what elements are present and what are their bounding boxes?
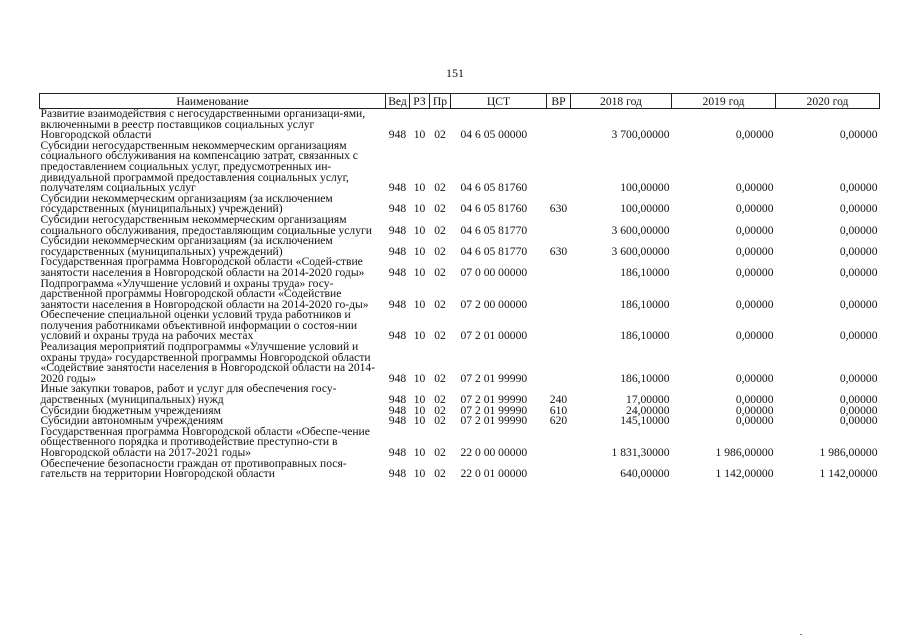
- cell-2019: 0,00000: [735, 297, 774, 311]
- cell-pr: 02: [434, 297, 446, 311]
- page-number: 151: [446, 66, 464, 80]
- cell-rz: 10: [413, 393, 426, 407]
- cell-vr: 630: [549, 202, 568, 216]
- cell-ved: 948: [388, 223, 407, 237]
- scan-mark: [800, 634, 802, 635]
- col-header-2020: 2020 год: [776, 94, 880, 109]
- cell-2018: 186,10000: [620, 265, 670, 279]
- cell-ved: 948: [388, 244, 407, 258]
- cell-cst: 22 0 00 00000: [460, 446, 528, 459]
- cell-vr: 610: [549, 403, 568, 417]
- cell-name: Субсидии бюджетным учреждениям: [40, 403, 221, 417]
- cell-name: Государственная программа Новгородской области «Обеспе-чение общественного порядка и противодействие преступно-сти в Новгородской области на 2017-2021 годы»: [40, 424, 370, 459]
- cell-2018: 640,00000: [620, 467, 670, 481]
- cell-name: Развитие взаимодействия с негосударственными организаци-ями, включенными в реестр поставщиков социальных услуг Новгородской области: [40, 107, 366, 142]
- table-row: [40, 459, 880, 480]
- cell-2019: 0,00000: [735, 371, 774, 385]
- cell-pr: 02: [434, 414, 446, 428]
- cell-name: Обеспечение специальной оценки условий труда работников и получения работниками объективной информации о состоя-нии условий и охраны труда на рабочих местах: [40, 308, 358, 343]
- cell-ved: 948: [388, 128, 407, 142]
- cell-ved: 948: [388, 467, 407, 481]
- cell-2020: 0,00000: [839, 128, 878, 142]
- cell-ved: 948: [388, 414, 407, 428]
- table-row: [40, 310, 880, 342]
- cell-name: Субсидии автономным учреждениям: [40, 414, 224, 428]
- table-row: [40, 342, 880, 384]
- cell-2020: 0,00000: [839, 329, 878, 343]
- cell-rz: 10: [413, 223, 426, 237]
- cell-vr: [547, 310, 571, 342]
- cell-cst: 07 2 01 99990: [460, 403, 528, 417]
- cell-pr: 02: [434, 467, 446, 481]
- cell-rz: 10: [413, 329, 426, 343]
- table-row: [40, 384, 880, 405]
- cell-2018: 3 700,00000: [611, 128, 670, 142]
- cell-rz: 10: [413, 371, 426, 385]
- cell-vr: [547, 215, 571, 236]
- cell-2020: 0,00000: [839, 265, 878, 279]
- cell-rz: 10: [413, 265, 426, 279]
- cell-ved: 948: [388, 446, 407, 459]
- cell-pr: 02: [434, 403, 446, 417]
- cell-pr: 02: [434, 446, 446, 459]
- cell-cst: 07 2 01 99990: [460, 393, 528, 407]
- cell-vr: [547, 141, 571, 194]
- cell-2020: 0,00000: [839, 393, 878, 407]
- cell-pr: 02: [434, 393, 446, 407]
- cell-2020: 0,00000: [839, 371, 878, 385]
- cell-cst: 04 6 05 81760: [460, 202, 528, 216]
- cell-rz: 10: [413, 467, 426, 481]
- cell-ved: 948: [388, 393, 407, 407]
- cell-ved: 948: [388, 297, 407, 311]
- cell-2020: 0,00000: [839, 223, 878, 237]
- cell-pr: 02: [434, 223, 446, 237]
- cell-cst: 22 0 01 00000: [460, 467, 528, 481]
- cell-2019: 0,00000: [735, 403, 774, 417]
- cell-2019: 1 986,00000: [715, 446, 774, 459]
- cell-2018: 186,10000: [620, 329, 670, 343]
- cell-2019: 0,00000: [735, 329, 774, 343]
- cell-name: Реализация мероприятий подпрограммы «Улучшение условий и охраны труда» государственной программы Новгородской области «Содействие занятости населения в Новгородской области на 2014-2020 годы»: [40, 340, 376, 385]
- cell-rz: 10: [413, 403, 426, 417]
- cell-cst: 04 6 05 00000: [460, 128, 528, 142]
- table-row: [40, 109, 880, 141]
- cell-2019: 0,00000: [735, 265, 774, 279]
- col-header-cst: ЦСТ: [451, 94, 547, 109]
- cell-ved: 948: [388, 181, 407, 195]
- cell-vr: [547, 342, 571, 384]
- cell-2020: 0,00000: [839, 202, 878, 216]
- cell-pr: 02: [434, 371, 446, 385]
- col-header-pr: Пр: [430, 94, 451, 109]
- cell-ved: 948: [388, 371, 407, 385]
- cell-2018: 100,00000: [620, 202, 670, 216]
- table-body: [40, 109, 880, 480]
- cell-2020: 0,00000: [839, 403, 878, 417]
- cell-2020: 1 986,00000: [819, 446, 878, 459]
- table-row: [40, 215, 880, 236]
- cell-vr: 630: [549, 244, 568, 258]
- cell-pr: 02: [434, 202, 446, 216]
- cell-cst: 07 2 00 00000: [460, 297, 528, 311]
- cell-rz: 10: [413, 244, 426, 258]
- cell-name: Субсидии негосударственным некоммерческим организациям социального обслуживания на компенсацию затрат, связанных с предоставлением социальных услуг, предусмотренных ин-дивидуальной программой предоставления социальных услуг, получателям социальных услуг: [40, 138, 358, 195]
- table-row: [40, 194, 880, 215]
- cell-vr: [547, 109, 571, 141]
- table-row: [40, 257, 880, 278]
- cell-rz: 10: [413, 128, 426, 142]
- cell-2018: 100,00000: [620, 181, 670, 195]
- cell-vr: 240: [549, 393, 568, 407]
- cell-name: Субсидии некоммерческим организациям (за исключением государственных (муниципальных) учреждений): [40, 191, 333, 216]
- cell-2020: 0,00000: [839, 244, 878, 258]
- cell-vr: 620: [549, 414, 568, 428]
- cell-2019: 0,00000: [735, 244, 774, 258]
- cell-vr: [547, 459, 571, 480]
- cell-pr: 02: [434, 181, 446, 195]
- cell-cst: 04 6 05 81770: [460, 223, 528, 237]
- cell-ved: 948: [388, 202, 407, 216]
- cell-cst: 07 2 01 00000: [460, 329, 528, 343]
- cell-2020: 0,00000: [839, 297, 878, 311]
- table-row: [40, 141, 880, 194]
- cell-2018: 186,10000: [620, 371, 670, 385]
- cell-2018: 145,10000: [620, 414, 670, 428]
- cell-2018: 186,10000: [620, 297, 670, 311]
- cell-vr: [547, 427, 571, 459]
- cell-2018: 17,00000: [626, 393, 670, 407]
- cell-2020: 1 142,00000: [819, 467, 878, 481]
- cell-2019: 1 142,00000: [715, 467, 774, 481]
- cell-cst: 04 6 05 81760: [460, 181, 528, 195]
- cell-2018: 1 831,30000: [611, 446, 670, 459]
- cell-2019: 0,00000: [735, 128, 774, 142]
- cell-name: Подпрограмма «Улучшение условий и охраны труда» госу-дарственной программы Новгородской области «Содействие занятости населения в Новгородской области на 2014-2020 го-ды»: [40, 276, 369, 311]
- cell-2019: 0,00000: [735, 181, 774, 195]
- cell-2019: 0,00000: [735, 393, 774, 407]
- cell-ved: 948: [388, 329, 407, 343]
- cell-pr: 02: [434, 265, 446, 279]
- cell-vr: [547, 279, 571, 311]
- cell-name: Государственная программа Новгородской области «Содей-ствие занятости населения в Новгородской области на 2014-2020 годы»: [40, 255, 365, 279]
- col-header-name: Наименование: [40, 94, 386, 109]
- cell-2020: 0,00000: [839, 414, 878, 428]
- cell-cst: 07 2 01 99990: [460, 414, 528, 428]
- cell-cst: 04 6 05 81770: [460, 244, 528, 258]
- cell-ved: 948: [388, 265, 407, 279]
- col-header-rz: РЗ: [410, 94, 430, 109]
- cell-2019: 0,00000: [735, 202, 774, 216]
- table-row: [40, 236, 880, 257]
- cell-2018: 3 600,00000: [611, 244, 670, 258]
- cell-2019: 0,00000: [735, 414, 774, 428]
- cell-rz: 10: [413, 414, 426, 428]
- cell-2020: 0,00000: [839, 181, 878, 195]
- table-row: [40, 427, 880, 459]
- cell-2018: 24,00000: [626, 403, 670, 417]
- cell-vr: [547, 257, 571, 278]
- table-row: [40, 279, 880, 311]
- cell-2019: 0,00000: [735, 223, 774, 237]
- col-header-2019: 2019 год: [672, 94, 776, 109]
- cell-pr: 02: [434, 329, 446, 343]
- cell-rz: 10: [413, 181, 426, 195]
- cell-pr: 02: [434, 128, 446, 142]
- cell-rz: 10: [413, 297, 426, 311]
- cell-name: Иные закупки товаров, работ и услуг для обеспечения госу-дарственных (муниципальных) нужд: [40, 382, 337, 407]
- budget-table: [39, 93, 880, 480]
- cell-name: Субсидии негосударственным некоммерческим организациям социального обслуживания, предоставляющим социальные услуги: [40, 212, 372, 237]
- cell-name: Обеспечение безопасности граждан от противоправных пося-гательств на территории Новгородской области: [40, 456, 347, 481]
- cell-ved: 948: [388, 403, 407, 417]
- col-header-vr: ВР: [547, 94, 571, 109]
- cell-rz: 10: [413, 202, 426, 216]
- cell-pr: 02: [434, 244, 446, 258]
- cell-rz: 10: [413, 446, 426, 459]
- cell-name: Субсидии некоммерческим организациям (за исключением государственных (муниципальных) учреждений): [40, 234, 333, 258]
- cell-2018: 3 600,00000: [611, 223, 670, 237]
- cell-cst: 07 0 00 00000: [460, 265, 528, 279]
- col-header-ved: Вед: [386, 94, 410, 109]
- cell-cst: 07 2 01 99990: [460, 371, 528, 385]
- col-header-2018: 2018 год: [571, 94, 672, 109]
